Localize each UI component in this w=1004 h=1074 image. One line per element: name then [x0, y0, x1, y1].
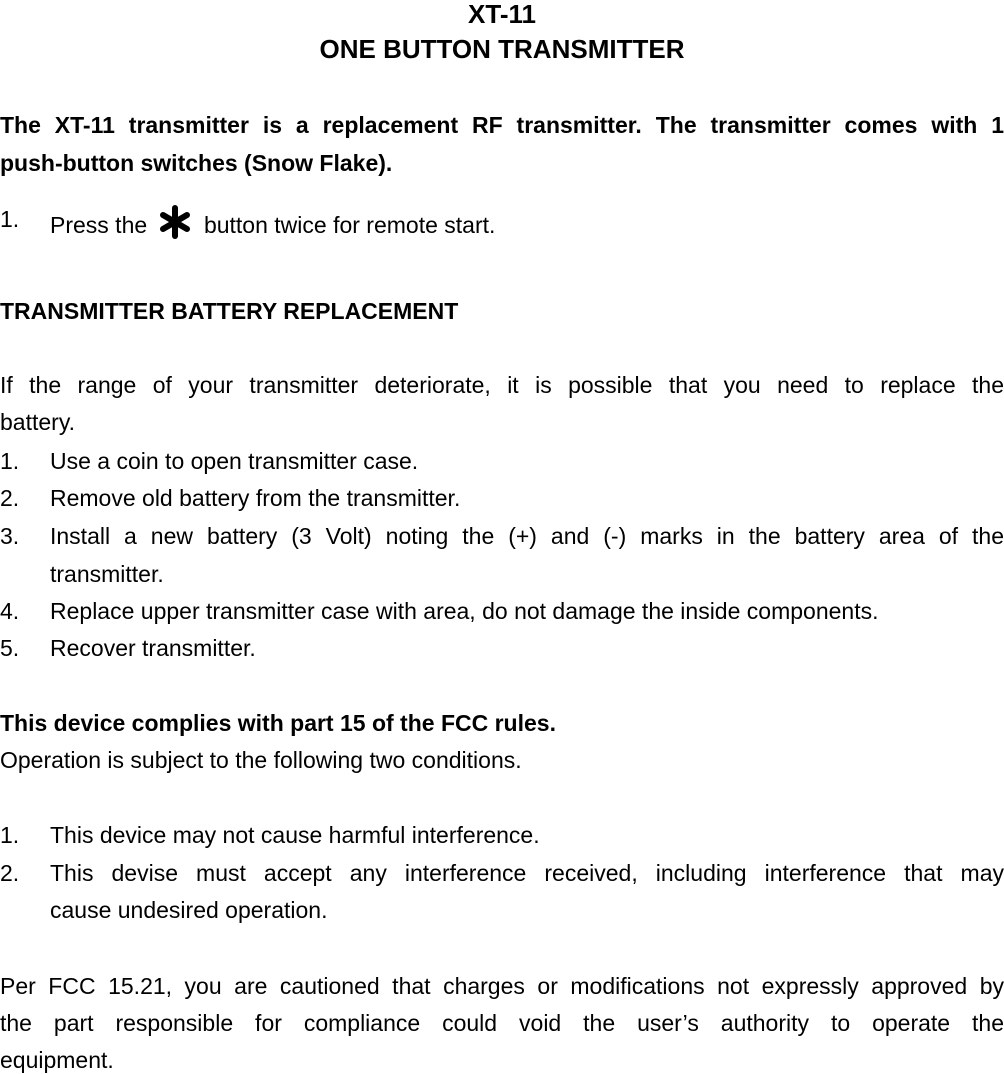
battery-step-3-text-line-2: transmitter.	[50, 561, 164, 587]
intro-paragraph-line-2: push-button switches (Snow Flake).	[0, 150, 393, 176]
intro-paragraph-line-1: The XT-11 transmitter is a replacement RF transmitter. The transmitter comes with 1	[0, 112, 1004, 138]
battery-step-1-number: 1.	[0, 448, 20, 474]
battery-step-2-text: Remove old battery from the transmitter.	[50, 485, 461, 511]
battery-step-5-text: Recover transmitter.	[50, 635, 256, 661]
usage-step-1-text-after: button twice for remote start.	[203, 212, 496, 238]
fcc-heading: This device complies with part 15 of the FCC rules.	[0, 710, 556, 736]
fcc-intro: Operation is subject to the following two conditions.	[0, 747, 522, 773]
battery-step-3-number: 3.	[0, 523, 20, 549]
fcc-condition-2-text-line-2: cause undesired operation.	[50, 897, 328, 923]
usage-step-1-number: 1.	[0, 206, 20, 232]
battery-step-2-number: 2.	[0, 485, 20, 511]
battery-step-4-text: Replace upper transmitter case with area, do not damage the inside components.	[50, 598, 879, 624]
fcc-condition-1-text: This device may not cause harmful interference.	[50, 822, 540, 848]
battery-step-3-text-line-1: Install a new battery (3 Volt) noting the (+) and (-) marks in the battery area of the	[50, 523, 1004, 549]
fcc-condition-1-number: 1.	[0, 822, 20, 848]
caution-paragraph-line-2: the part responsible for compliance could void the user’s authority to operate the	[0, 1010, 1004, 1036]
caution-paragraph-line-1: Per FCC 15.21, you are cautioned that charges or modifications not expressly approved by	[0, 973, 1004, 999]
usage-step-1-text-before: Press the	[50, 212, 148, 238]
fcc-condition-2-text-line-1: This devise must accept any interference received, including interference that may	[50, 860, 1004, 886]
caution-paragraph-line-3: equipment.	[0, 1047, 114, 1073]
battery-intro-line-2: battery.	[0, 409, 75, 435]
battery-intro-line-1: If the range of your transmitter deteriorate, it is possible that you need to replace the	[0, 372, 1004, 398]
battery-step-1-text: Use a coin to open transmitter case.	[50, 448, 419, 474]
document-subtitle: ONE BUTTON TRANSMITTER	[319, 34, 685, 64]
fcc-condition-2-number: 2.	[0, 860, 20, 886]
battery-step-5-number: 5.	[0, 635, 20, 661]
document-title: XT-11	[468, 0, 536, 29]
battery-section-heading: TRANSMITTER BATTERY REPLACEMENT	[0, 298, 459, 324]
snowflake-asterisk-icon	[158, 205, 192, 239]
battery-step-4-number: 4.	[0, 598, 20, 624]
